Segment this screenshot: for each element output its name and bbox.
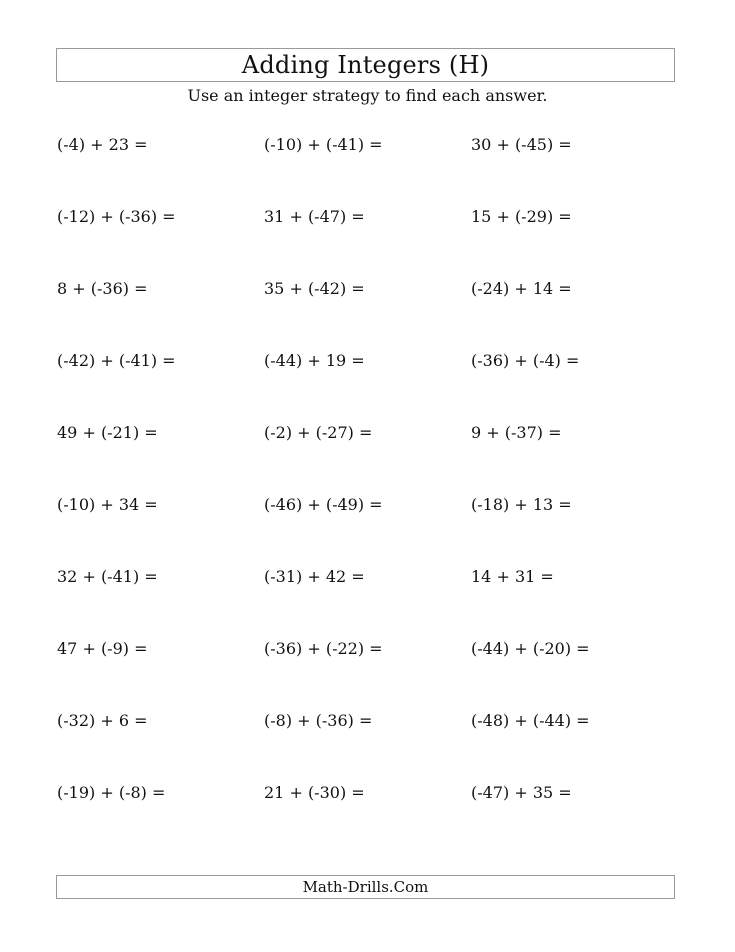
problem-grid — [57, 136, 677, 856]
problem-25: (-32) + 6 = — [57, 711, 148, 730]
problem-28: (-19) + (-8) = — [57, 783, 166, 802]
problem-6: 15 + (-29) = — [471, 207, 572, 226]
problem-8: 35 + (-42) = — [264, 279, 365, 298]
footer-site-name: Math-Drills.Com — [302, 877, 429, 896]
problem-16: (-10) + 34 = — [57, 495, 158, 514]
problem-7: 8 + (-36) = — [57, 279, 148, 298]
worksheet-title: Adding Integers (H) — [241, 51, 490, 79]
problem-27: (-48) + (-44) = — [471, 711, 590, 730]
problem-1: (-4) + 23 = — [57, 135, 148, 154]
problem-18: (-18) + 13 = — [471, 495, 572, 514]
problem-15: 9 + (-37) = — [471, 423, 562, 442]
problem-5: 31 + (-47) = — [264, 207, 365, 226]
problem-4: (-12) + (-36) = — [57, 207, 176, 226]
problem-30: (-47) + 35 = — [471, 783, 572, 802]
footer-box — [56, 875, 675, 899]
problem-11: (-44) + 19 = — [264, 351, 365, 370]
problem-13: 49 + (-21) = — [57, 423, 158, 442]
problem-12: (-36) + (-4) = — [471, 351, 580, 370]
problem-9: (-24) + 14 = — [471, 279, 572, 298]
problem-10: (-42) + (-41) = — [57, 351, 176, 370]
worksheet-instructions: Use an integer strategy to find each answer. — [187, 86, 548, 105]
problem-23: (-36) + (-22) = — [264, 639, 383, 658]
problem-14: (-2) + (-27) = — [264, 423, 373, 442]
problem-21: 14 + 31 = — [471, 567, 554, 586]
title-box — [56, 48, 675, 82]
problem-22: 47 + (-9) = — [57, 639, 148, 658]
problem-2: (-10) + (-41) = — [264, 135, 383, 154]
problem-20: (-31) + 42 = — [264, 567, 365, 586]
problem-17: (-46) + (-49) = — [264, 495, 383, 514]
problem-26: (-8) + (-36) = — [264, 711, 373, 730]
problem-24: (-44) + (-20) = — [471, 639, 590, 658]
problem-29: 21 + (-30) = — [264, 783, 365, 802]
problem-3: 30 + (-45) = — [471, 135, 572, 154]
problem-19: 32 + (-41) = — [57, 567, 158, 586]
